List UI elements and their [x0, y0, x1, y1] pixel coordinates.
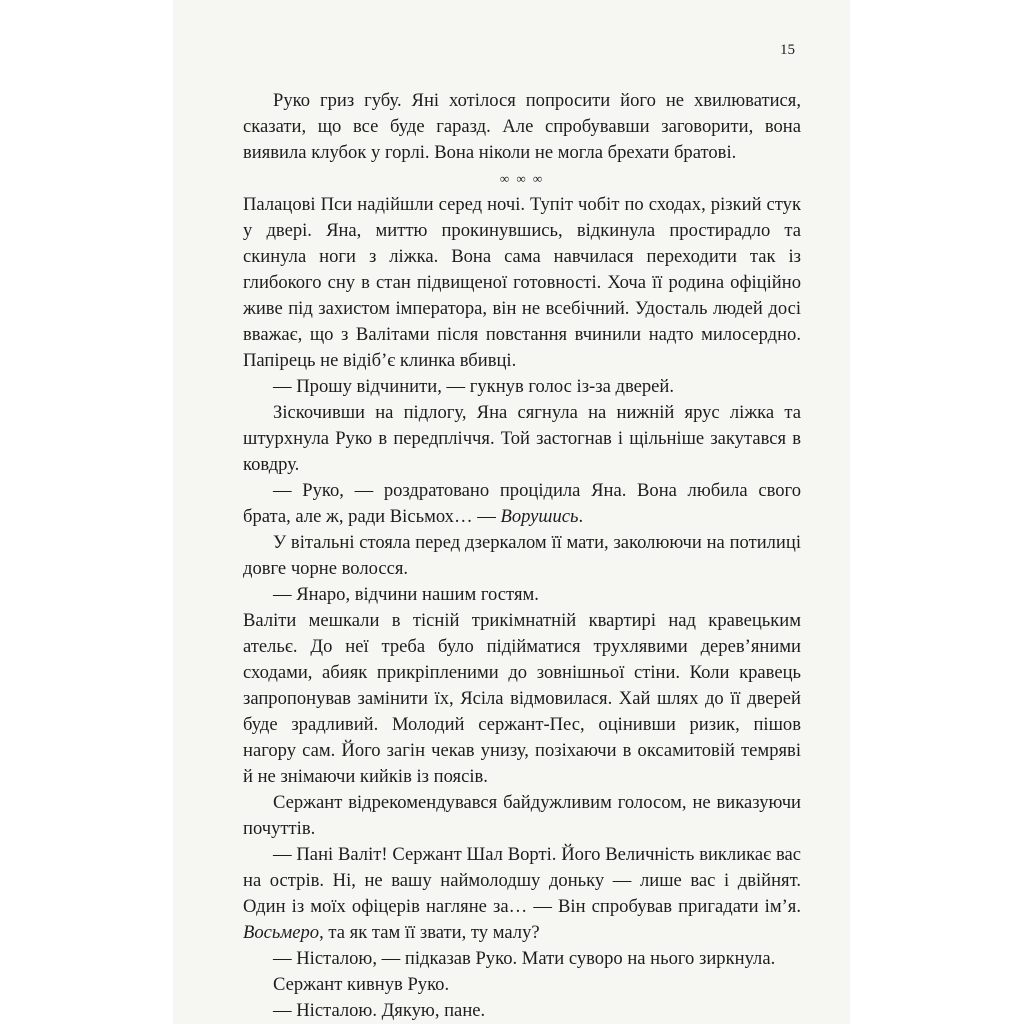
paragraph: — Прошу відчинити, — гукнув голос із-за дверей. — [273, 376, 675, 397]
book-page — [173, 0, 850, 1024]
italic-text: Восьмеро — [243, 922, 320, 943]
paragraph: — Ністалою, — підказав Руко. Мати суворо на нього зиркнула. — [273, 948, 776, 969]
paragraph: Зіскочивши на підлогу, Яна сягнула на нижній ярус ліжка та штурхнула Руко в передпліччя. Той застогнав і щільніше закутався в ковдру. — [243, 402, 801, 475]
italic-text: Ворушись — [500, 506, 579, 527]
paragraph — [243, 478, 801, 530]
paragraph: Сержант відрекомендувався байдужливим голосом, не виказуючи почуттів. — [243, 792, 801, 839]
text-run: — Руко, — роздратовано процідила Яна. Вона любила свого брата, але ж, ради Вісьмох… — — [243, 480, 801, 527]
paragraph: Валіти мешкали в тісній трикімнатній квартирі над кравецьким ательє. До неї треба було підійматися трухлявими дерев’яними сходами, абияк прикріпленими до зовнішньої стіни. Коли кравець запропонував замінити їх, Ясіла відмовилася. Хай шлях до її дверей буде зрадливий. Молодий сержант-Пес, оцінивши ризик, пішов нагору сам. Його загін чекав унизу, позіхаючи в оксамитовій темряві й не знімаючи кийків із поясів. — [243, 610, 801, 787]
page-text — [243, 88, 801, 1024]
paragraph: У вітальні стояла перед дзеркалом її мати, заколюючи на потилиці довге чорне волосся. — [243, 532, 801, 579]
paragraph — [243, 842, 801, 946]
paragraph: Руко гриз губу. Яні хотілося попросити його не хвилюватися, сказати, що все буде гаразд. Але спробувавши заговорити, вона виявила клубок у горлі. Вона ніколи не могла брехати братові. — [243, 90, 801, 163]
text-run: , та як там її звати, ту малу? — [319, 922, 540, 943]
paragraph: Палацові Пси надійшли серед ночі. Тупіт чобіт по сходах, різкий стук у двері. Яна, миттю прокинувшись, відкинула простирадло та скинула ноги з ліжка. Вона сама навчилася переходити так із глибокого сну в стан підвищеної готовності. Хоча її родина офіційно живе під захистом імператора, він не всебічний. Удосталь людей досі вважає, що з Валітами після повстання вчинили надто милосердно. Папірець не відіб’є клинка вбивці. — [243, 194, 801, 371]
section-separator: ∞ ∞ ∞ — [499, 171, 545, 186]
paragraph: — Янаро, відчини нашим гостям. — [273, 584, 539, 605]
text-run: . — [578, 506, 584, 527]
page-number: 15 — [780, 42, 795, 58]
paragraph: — Ністалою. Дякую, пане. — [273, 1000, 486, 1021]
text-run: — Пані Валіт! Сержант Шал Ворті. Його Величність викликає вас на острів. Ні, не вашу наймолодшу доньку — лише вас і двійнят. Один із моїх офіцерів нагляне за… — Він спробував пригадати ім’я. — [243, 844, 801, 917]
paragraph: Сержант кивнув Руко. — [273, 974, 450, 995]
